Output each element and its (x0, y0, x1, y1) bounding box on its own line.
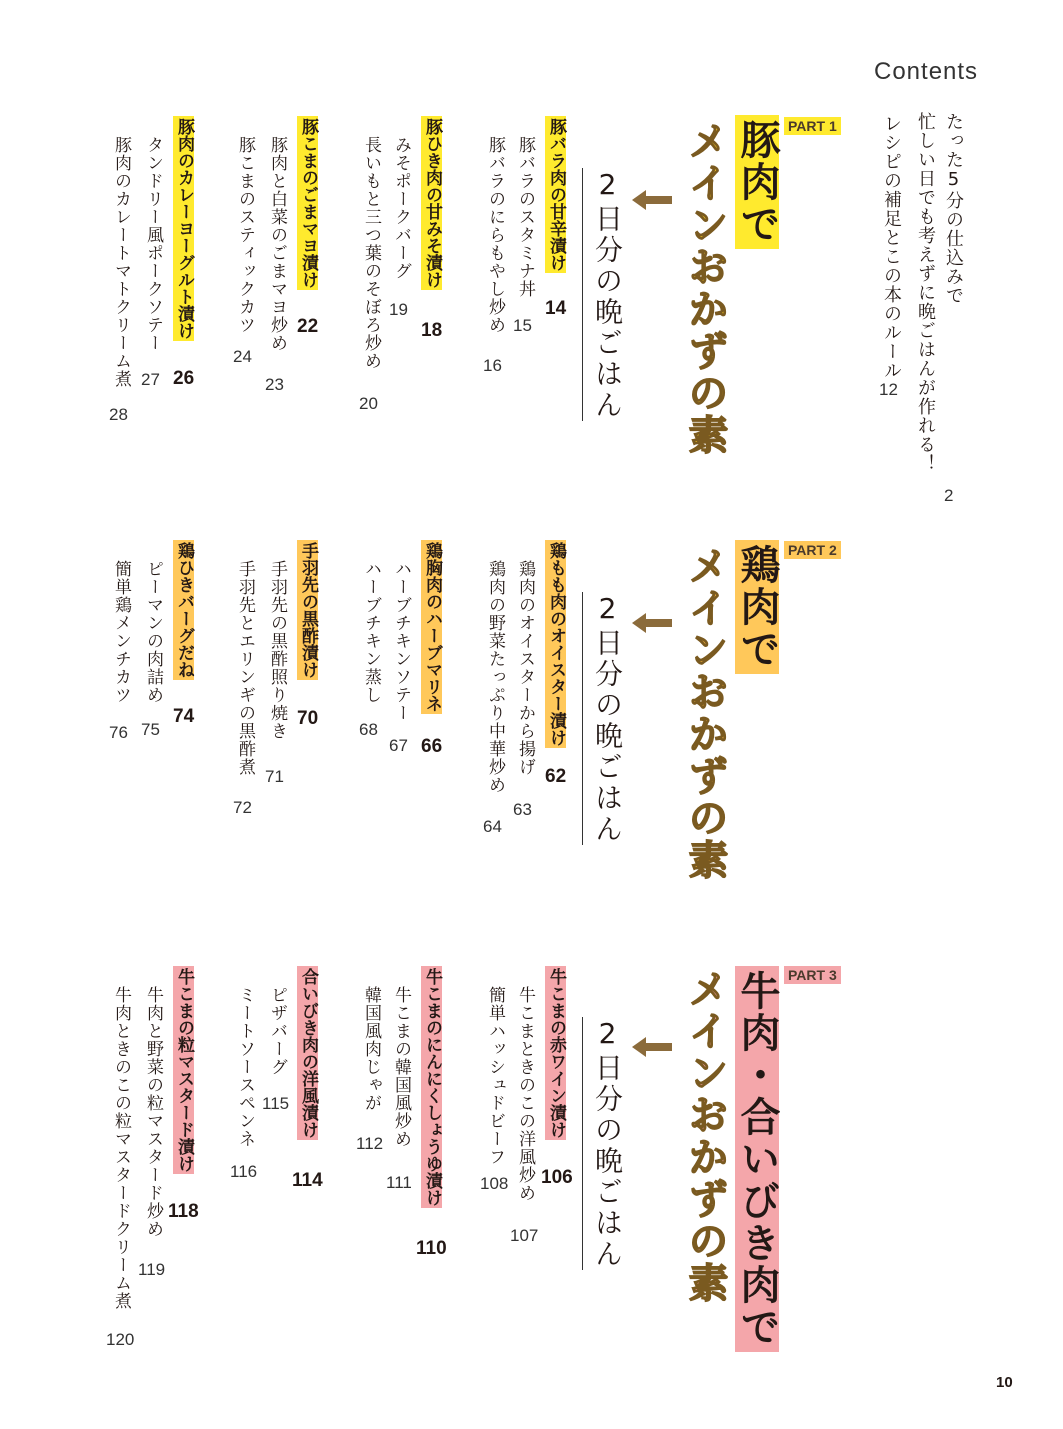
part1-recipe-4-2[interactable]: 豚肉のカレートマトクリーム煮 (111, 136, 131, 388)
part1-recipe-1-1-page: 15 (513, 316, 532, 335)
part3-category-3-page: 114 (292, 1170, 323, 1191)
part1-recipe-3-2-page: 24 (233, 347, 252, 366)
part3-category-2[interactable]: 牛こまのにんにくしょうゆ漬け (422, 968, 442, 1206)
part3-recipe-4-2-page: 120 (106, 1330, 135, 1349)
part3-category-3[interactable]: 合いびき肉の洋風漬け (298, 968, 318, 1138)
part1-recipe-3-1[interactable]: 豚肉と白菜のごまマヨ炒め (267, 136, 287, 352)
part2-recipe-3-1-page: 71 (265, 767, 284, 786)
part3-recipe-3-2-page: 116 (230, 1162, 258, 1181)
page-number: 10 (996, 1374, 1013, 1391)
part1-recipe-4-2-page: 28 (109, 405, 128, 424)
intro-line-2[interactable]: 忙しい日でも考えずに晩ごはんが作れる！ (915, 112, 936, 473)
part2-recipe-3-1[interactable]: 手羽先の黒酢照り焼き (267, 560, 287, 740)
part1-recipe-4-1-page: 27 (141, 370, 160, 389)
part3-title[interactable]: 牛肉・合いびき肉で (735, 966, 779, 1352)
part3-category-4[interactable]: 牛こまの粒マスタード漬け (174, 968, 194, 1172)
part3-recipe-2-1[interactable]: 牛こまの韓国風炒め (391, 986, 411, 1148)
part1-recipe-1-2[interactable]: 豚バラのにらもやし炒め (485, 136, 505, 334)
part2-label: PART 2 (784, 541, 841, 559)
part1-category-3[interactable]: 豚こまのごまマヨ漬け (298, 118, 318, 288)
part1-recipe-2-2[interactable]: 長いもと三つ葉のそぼろ炒め (361, 136, 381, 370)
part2-recipe-1-2[interactable]: 鶏肉の野菜たっぷり中華炒め (485, 560, 505, 794)
part2-recipe-4-2-page: 76 (109, 723, 128, 742)
part1-category-2-page: 18 (421, 320, 443, 341)
part1-recipe-2-2-page: 20 (359, 394, 378, 413)
part2-title[interactable]: 鶏肉で (735, 540, 779, 674)
part2-category-4[interactable]: 鶏ひきバーグだね (174, 542, 194, 678)
part2-recipe-3-2-page: 72 (233, 798, 252, 817)
part1-title[interactable]: 豚肉で (735, 115, 779, 249)
intro-line-1[interactable]: たった5分の仕込みで (943, 112, 964, 305)
part2-category-3[interactable]: 手羽先の黒酢漬け (298, 542, 318, 678)
part1-category-4[interactable]: 豚肉のカレーヨーグルト漬け (174, 118, 194, 339)
part1-category-3-page: 22 (297, 316, 319, 337)
part2-category-3-page: 70 (297, 708, 319, 729)
part2-recipe-2-2-page: 68 (359, 720, 378, 739)
part3-category-1[interactable]: 牛こまの赤ワイン漬け (546, 968, 566, 1138)
part3-recipe-3-1-page: 115 (262, 1094, 290, 1113)
part3-two-day: 2日分の晩ごはん (582, 1017, 623, 1270)
part3-recipe-1-2[interactable]: 簡単ハッシュドビーフ (485, 986, 505, 1166)
part1-recipe-1-2-page: 16 (483, 356, 502, 375)
part3-label: PART 3 (784, 966, 841, 984)
part2-category-2[interactable]: 鶏胸肉のハーブマリネ (422, 542, 442, 712)
part3-category-2-page: 110 (416, 1238, 447, 1259)
arrow-left-icon (632, 1037, 672, 1057)
part1-label: PART 1 (784, 117, 841, 135)
part2-recipe-2-1[interactable]: ハーブチキンソテー (391, 560, 411, 722)
part3-category-1-page: 106 (541, 1167, 573, 1188)
part2-recipe-2-2[interactable]: ハーブチキン蒸し (361, 560, 381, 704)
intro-page-12: 12 (879, 380, 898, 399)
part2-recipe-3-2[interactable]: 手羽先とエリンギの黒酢煮 (235, 560, 255, 776)
page-title: Contents (874, 58, 979, 85)
part3-recipe-4-1[interactable]: 牛肉と野菜の粒マスタード炒め (143, 986, 163, 1238)
part1-recipe-2-1[interactable]: みそポークバーグ (391, 136, 411, 280)
part3-recipe-1-1-page: 107 (510, 1226, 539, 1245)
part3-recipe-2-1-page: 111 (386, 1173, 412, 1192)
part3-recipe-4-1-page: 119 (138, 1260, 166, 1279)
part2-subtitle: メインおかずの素 (682, 545, 728, 881)
part2-recipe-4-1[interactable]: ピーマンの肉詰め (143, 560, 163, 704)
part1-recipe-3-1-page: 23 (265, 375, 284, 394)
part3-recipe-2-2-page: 112 (356, 1134, 384, 1153)
part1-recipe-4-1[interactable]: タンドリー風ポークソテー (143, 136, 163, 352)
part2-recipe-1-1-page: 63 (513, 800, 532, 819)
part3-subtitle: メインおかずの素 (682, 968, 728, 1304)
part2-recipe-4-2[interactable]: 簡単鶏メンチカツ (111, 560, 131, 704)
part1-category-4-page: 26 (173, 368, 195, 389)
part3-recipe-3-2[interactable]: ミートソースペンネ (235, 986, 255, 1148)
part2-recipe-4-1-page: 75 (141, 720, 160, 739)
part3-recipe-1-2-page: 108 (480, 1174, 509, 1193)
arrow-left-icon (632, 613, 672, 633)
part2-two-day: 2日分の晩ごはん (582, 592, 623, 845)
intro-line-3[interactable]: レシピの補足とこの本のルール (881, 114, 902, 380)
intro-page-2: 2 (944, 486, 954, 505)
part1-recipe-3-2[interactable]: 豚こまのスティックカツ (235, 136, 255, 334)
part2-category-1[interactable]: 鶏もも肉のオイスター漬け (546, 542, 566, 746)
part2-category-4-page: 74 (173, 706, 195, 727)
part2-category-1-page: 62 (545, 766, 567, 787)
part1-category-2[interactable]: 豚ひき肉の甘みそ漬け (422, 118, 442, 288)
part3-recipe-1-1[interactable]: 牛こまときのこの洋風炒め (515, 986, 535, 1202)
part3-category-4-page: 118 (168, 1201, 199, 1222)
part2-recipe-1-2-page: 64 (483, 817, 502, 836)
part1-two-day: 2日分の晩ごはん (582, 168, 623, 421)
part1-category-1[interactable]: 豚バラ肉の甘辛漬け (546, 118, 566, 271)
part3-recipe-3-1[interactable]: ピザバーグ (267, 986, 287, 1076)
part3-recipe-4-2[interactable]: 牛肉ときのこの粒マスタードクリーム煮 (111, 986, 131, 1310)
part2-recipe-2-1-page: 67 (389, 736, 408, 755)
part1-recipe-1-1[interactable]: 豚バラのスタミナ丼 (515, 136, 535, 298)
part2-recipe-1-1[interactable]: 鶏肉のオイスターから揚げ (515, 560, 535, 776)
part1-recipe-2-1-page: 19 (389, 300, 408, 319)
part1-category-1-page: 14 (545, 298, 567, 319)
part2-category-2-page: 66 (421, 736, 443, 757)
arrow-left-icon (632, 190, 672, 210)
part3-recipe-2-2[interactable]: 韓国風肉じゃが (361, 986, 381, 1112)
part1-subtitle: メインおかずの素 (682, 120, 728, 456)
